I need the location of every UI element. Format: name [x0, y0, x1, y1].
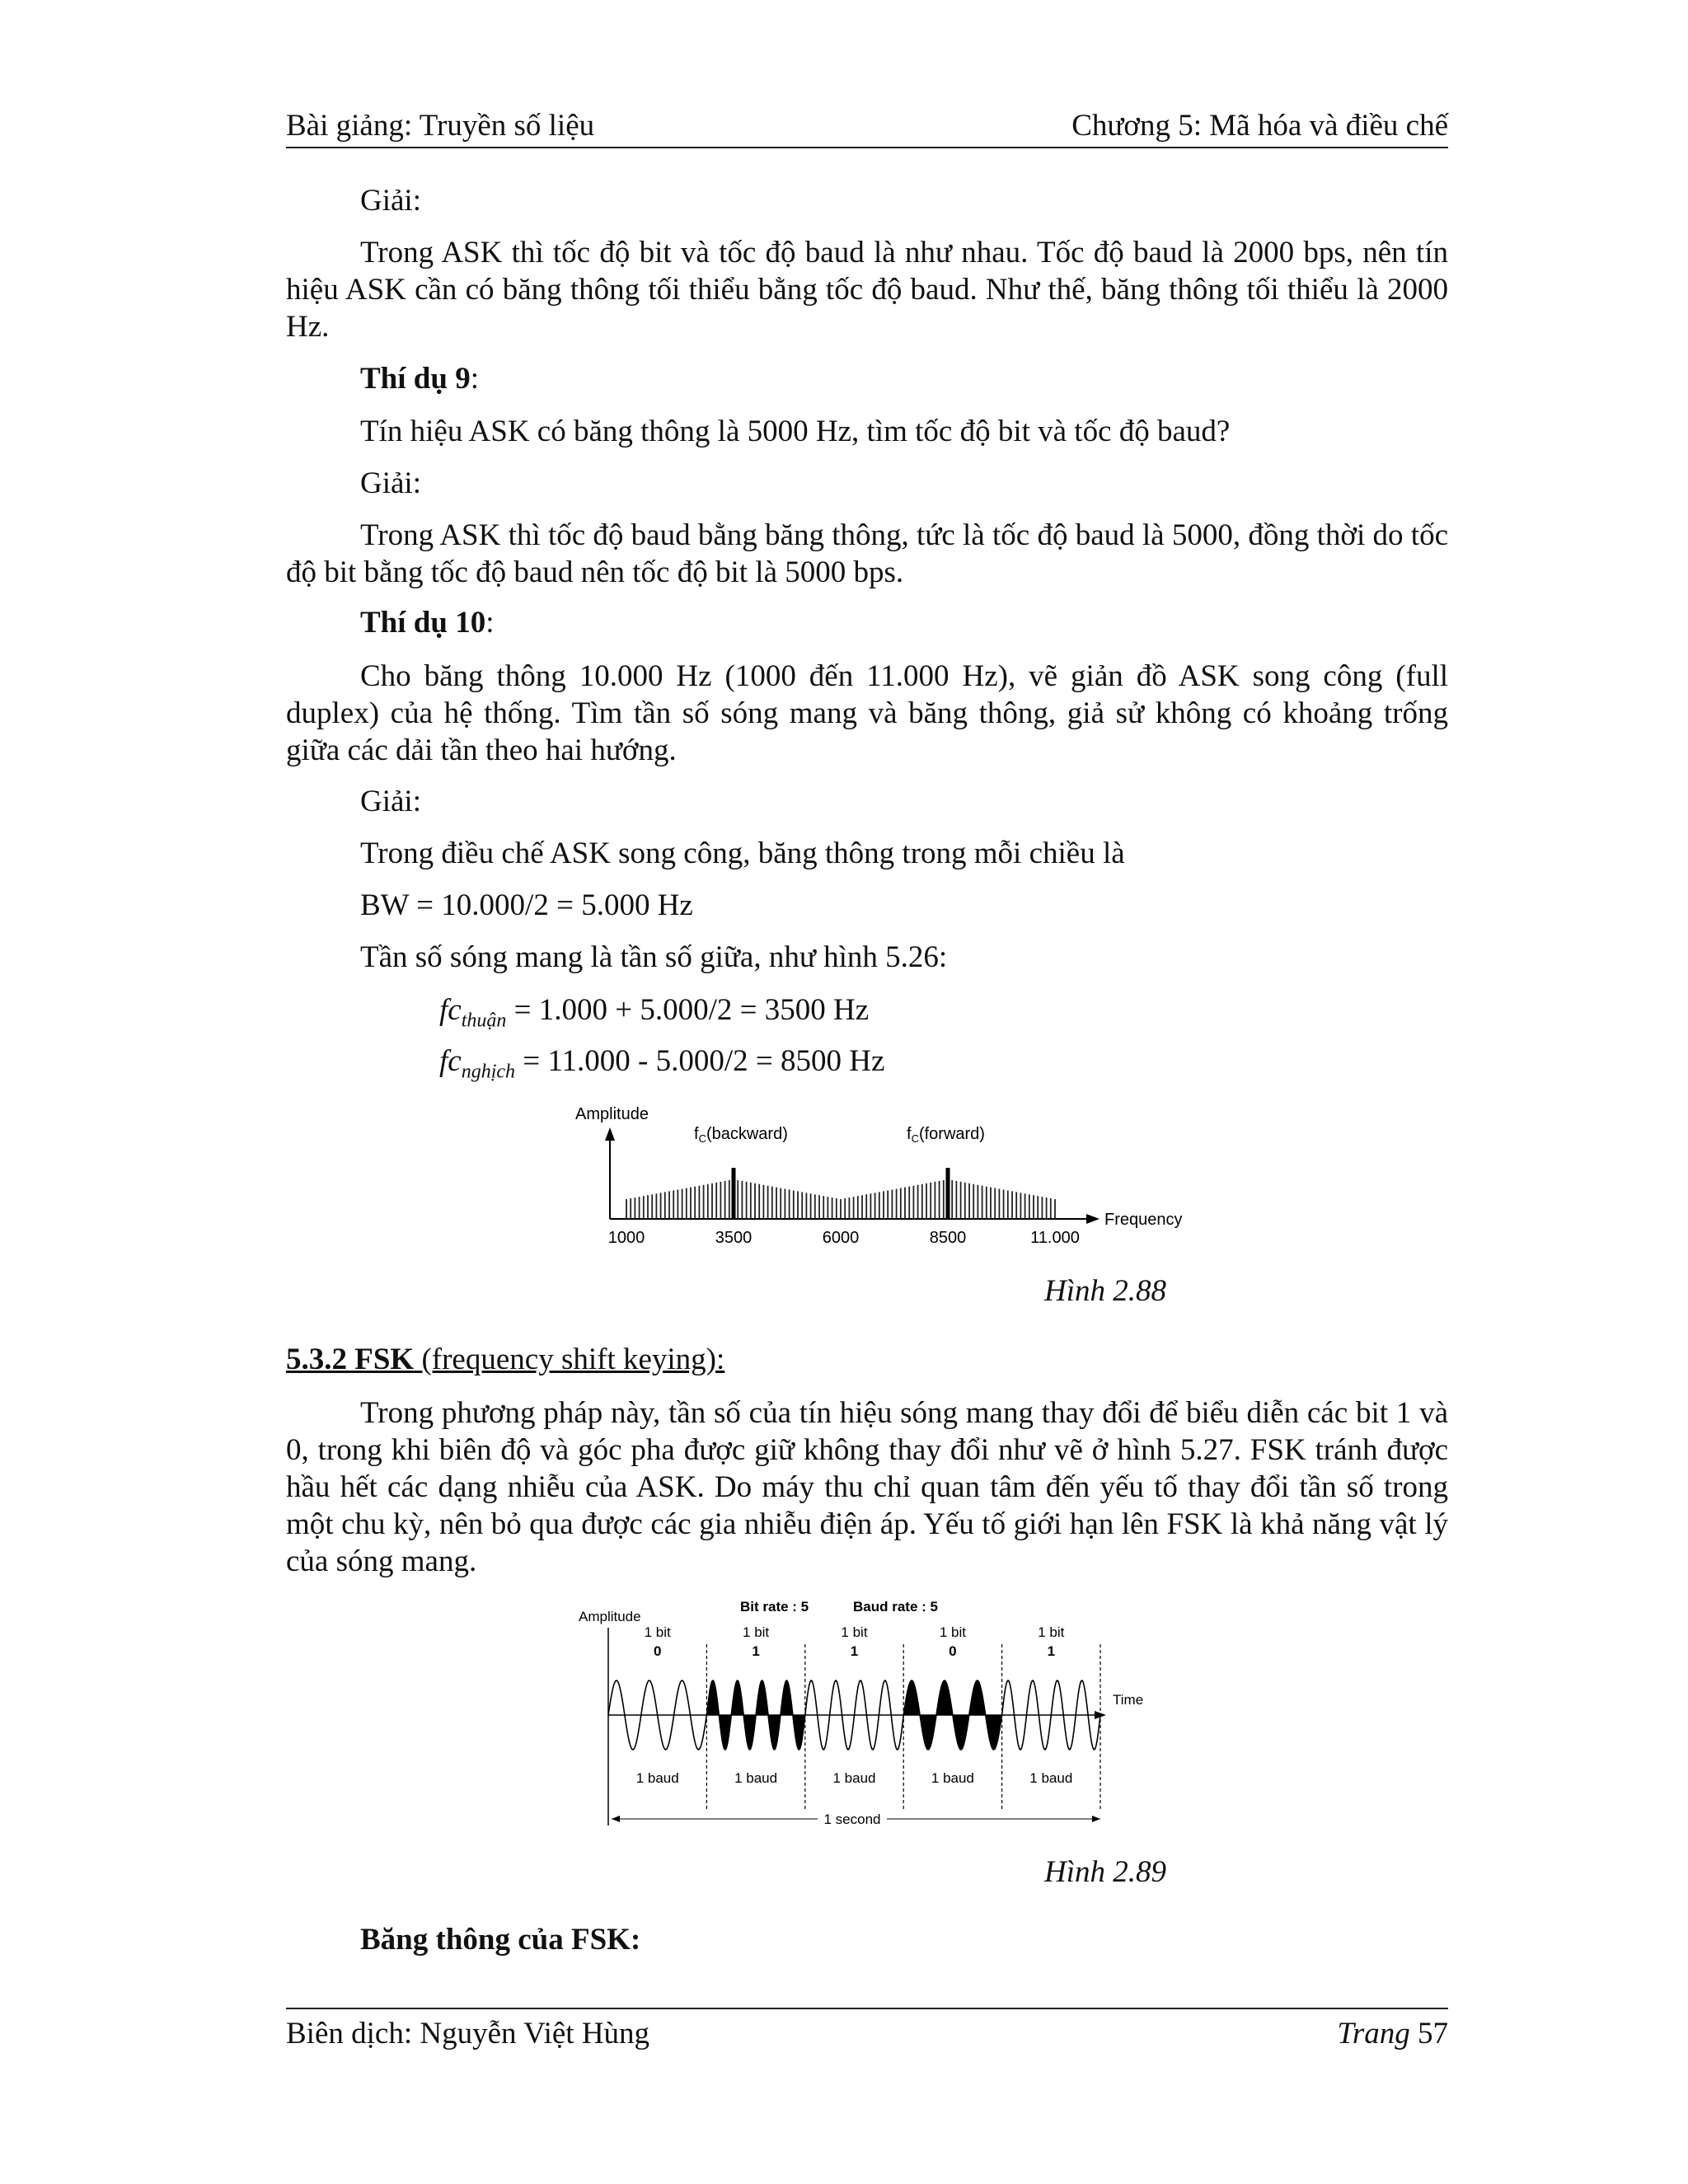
fc-sub: C — [698, 1132, 706, 1145]
paragraph-text: Trong phương pháp này, tần số của tín hiệu sóng mang thay đổi để biểu diễn các bit 1 và 0, trong khi biên độ và góc pha được giữ không thay đổi như vẽ ở hình 5.27. FSK tránh được hầu hết các dạng nhiễu của ASK. Do máy thu chỉ quan tâm đến yếu tố thay đổi tần số trong một chu kỳ, nên bỏ qua được các gia nhiễu điện áp. Yếu tố giới hạn lên FSK là khả năng vật lý của sóng mang. — [286, 1396, 1448, 1578]
x-axis-label: Frequency — [1104, 1211, 1183, 1229]
bit-label: 1 bit — [841, 1624, 868, 1640]
section-number: 5.3.2 FSK — [286, 1343, 415, 1376]
bit-rate-label: Bit rate : 5 — [740, 1599, 809, 1615]
x-tick-label: 8500 — [929, 1229, 967, 1247]
paragraph-text: Cho băng thông 10.000 Hz (1000 đến 11.000 Hz), vẽ giản đồ ASK song công (full duplex) của hệ thống. Tìm tần số sóng mang và băng thông, giả sử không có khoảng trống giữa các dải tần theo hai hướng. — [286, 659, 1448, 767]
x-tick-label: 1000 — [607, 1229, 645, 1247]
baud-label: 1 baud — [931, 1770, 974, 1786]
paragraph-text: Trong ASK thì tốc độ bit và tốc độ baud là như nhau. Tốc độ baud là 2000 bps, nên tín hiệu ASK cần có băng thông tối thiểu bằng tốc độ baud. Như thế, băng thông tối thiểu là 2000 Hz. — [286, 236, 1448, 344]
fc-backward-text: (backward) — [706, 1125, 788, 1143]
fc-subscript: thuận — [461, 1010, 507, 1032]
x-tick-label: 3500 — [715, 1229, 753, 1247]
fc-subscript: nghịch — [461, 1061, 516, 1083]
x-axis-arrow — [1086, 1214, 1100, 1224]
example-colon: : — [485, 606, 495, 640]
bit-value: 1 — [752, 1643, 760, 1659]
example-9-question: Tín hiệu ASK có băng thông là 5000 Hz, tìm tốc độ bit và tốc độ baud? — [360, 415, 1231, 448]
page-number — [1337, 2016, 1448, 2057]
paragraph-ask-bitrate — [286, 234, 1448, 345]
spectrum-bars — [626, 1168, 1055, 1219]
fsk-bandwidth-heading: Băng thông của FSK: — [360, 1923, 641, 1957]
solution-label: Giải: — [360, 466, 421, 500]
one-second-label: 1 second — [823, 1811, 881, 1827]
header-divider — [286, 147, 1448, 148]
ask-duplex-spectrum-figure — [569, 1096, 1195, 1253]
header-course-title: Bài giảng: Truyền số liệu — [286, 109, 595, 143]
y-axis-arrow — [605, 1127, 615, 1141]
baud-label: 1 baud — [1029, 1770, 1073, 1786]
example-colon: : — [470, 362, 479, 396]
fsk-bit-labels — [636, 1624, 1073, 1786]
figure-caption: Hình 2.88 — [1044, 1274, 1166, 1308]
x-tick-label: 6000 — [822, 1229, 860, 1247]
baud-rate-label: Baud rate : 5 — [853, 1599, 938, 1615]
bit-value: 0 — [949, 1643, 957, 1659]
time-axis-label: Time — [1113, 1692, 1144, 1708]
bit-value: 0 — [653, 1643, 662, 1659]
formula-expression: = 1.000 + 5.000/2 = 3500 Hz — [506, 993, 870, 1027]
span-arrow-left — [612, 1816, 620, 1822]
paragraph-text: Trong ASK thì tốc độ baud bằng băng thông, tức là tốc độ baud là 5000, đồng thời do tốc độ bit bằng tốc độ baud nên tốc độ bit là 5000 bps. — [286, 518, 1448, 589]
footer-translator: Biên dịch: Nguyễn Việt Hùng — [286, 2017, 650, 2050]
y-axis-label: Amplitude — [575, 1105, 649, 1123]
formula-fc-backward — [439, 1043, 884, 1090]
section-heading — [286, 1342, 724, 1378]
wave-segment — [706, 1680, 804, 1750]
bit-value: 1 — [1047, 1643, 1056, 1659]
example-title-text: Thí dụ 9 — [360, 362, 471, 396]
wave-segment — [903, 1680, 1001, 1750]
baud-label: 1 baud — [635, 1770, 679, 1786]
page-number-value: 57 — [1418, 2017, 1448, 2050]
baud-label: 1 baud — [832, 1770, 876, 1786]
paragraph-ask-baud — [286, 517, 1448, 591]
paragraph-fsk-description — [286, 1394, 1448, 1580]
fc-backward-label — [694, 1125, 788, 1145]
x-tick-labels — [608, 1229, 1080, 1247]
bit-label: 1 bit — [644, 1624, 671, 1640]
x-tick-label: 11.000 — [1030, 1229, 1080, 1247]
formula-fc-forward — [439, 992, 869, 1038]
example-9-title — [360, 361, 479, 397]
fc-prefix: f — [694, 1125, 699, 1143]
figure-caption: Hình 2.89 — [1044, 1855, 1166, 1889]
baud-label: 1 baud — [734, 1770, 778, 1786]
fc-prefix: f — [907, 1125, 912, 1143]
header-chapter-title: Chương 5: Mã hóa và điều chế — [1071, 109, 1448, 143]
y-axis-label: Amplitude — [579, 1609, 641, 1624]
fc-sub: C — [911, 1132, 919, 1145]
formula-expression: = 11.000 - 5.000/2 = 8500 Hz — [515, 1044, 885, 1078]
section-title: (frequency shift keying): — [414, 1343, 725, 1376]
bit-label: 1 bit — [1038, 1624, 1065, 1640]
solution-label: Giải: — [360, 184, 421, 218]
example-10-question — [286, 658, 1448, 769]
bandwidth-formula: BW = 10.000/2 = 5.000 Hz — [360, 888, 693, 922]
fc-forward-label — [907, 1125, 985, 1145]
page-header — [286, 97, 1448, 143]
example-title-text: Thí dụ 10 — [360, 606, 486, 640]
bit-label: 1 bit — [743, 1624, 770, 1640]
fc-symbol: fc — [439, 1044, 462, 1078]
span-arrow-right — [1092, 1816, 1100, 1822]
solution-label: Giải: — [360, 785, 421, 818]
page-footer — [286, 2016, 1448, 2057]
fc-forward-text: (forward) — [918, 1125, 985, 1143]
bit-value: 1 — [850, 1643, 859, 1659]
fc-symbol: fc — [439, 993, 462, 1027]
footer-divider — [286, 2008, 1448, 2009]
fsk-waveform-figure — [569, 1595, 1144, 1834]
example-10-title — [360, 605, 494, 641]
paragraph-carrier-intro: Tần số sóng mang là tần số giữa, như hình 5.26: — [360, 940, 948, 974]
page-label: Trang — [1337, 2017, 1410, 2050]
bit-label: 1 bit — [939, 1624, 966, 1640]
paragraph-bandwidth-intro: Trong điều chế ASK song công, băng thông trong mỗi chiều là — [360, 837, 1125, 870]
